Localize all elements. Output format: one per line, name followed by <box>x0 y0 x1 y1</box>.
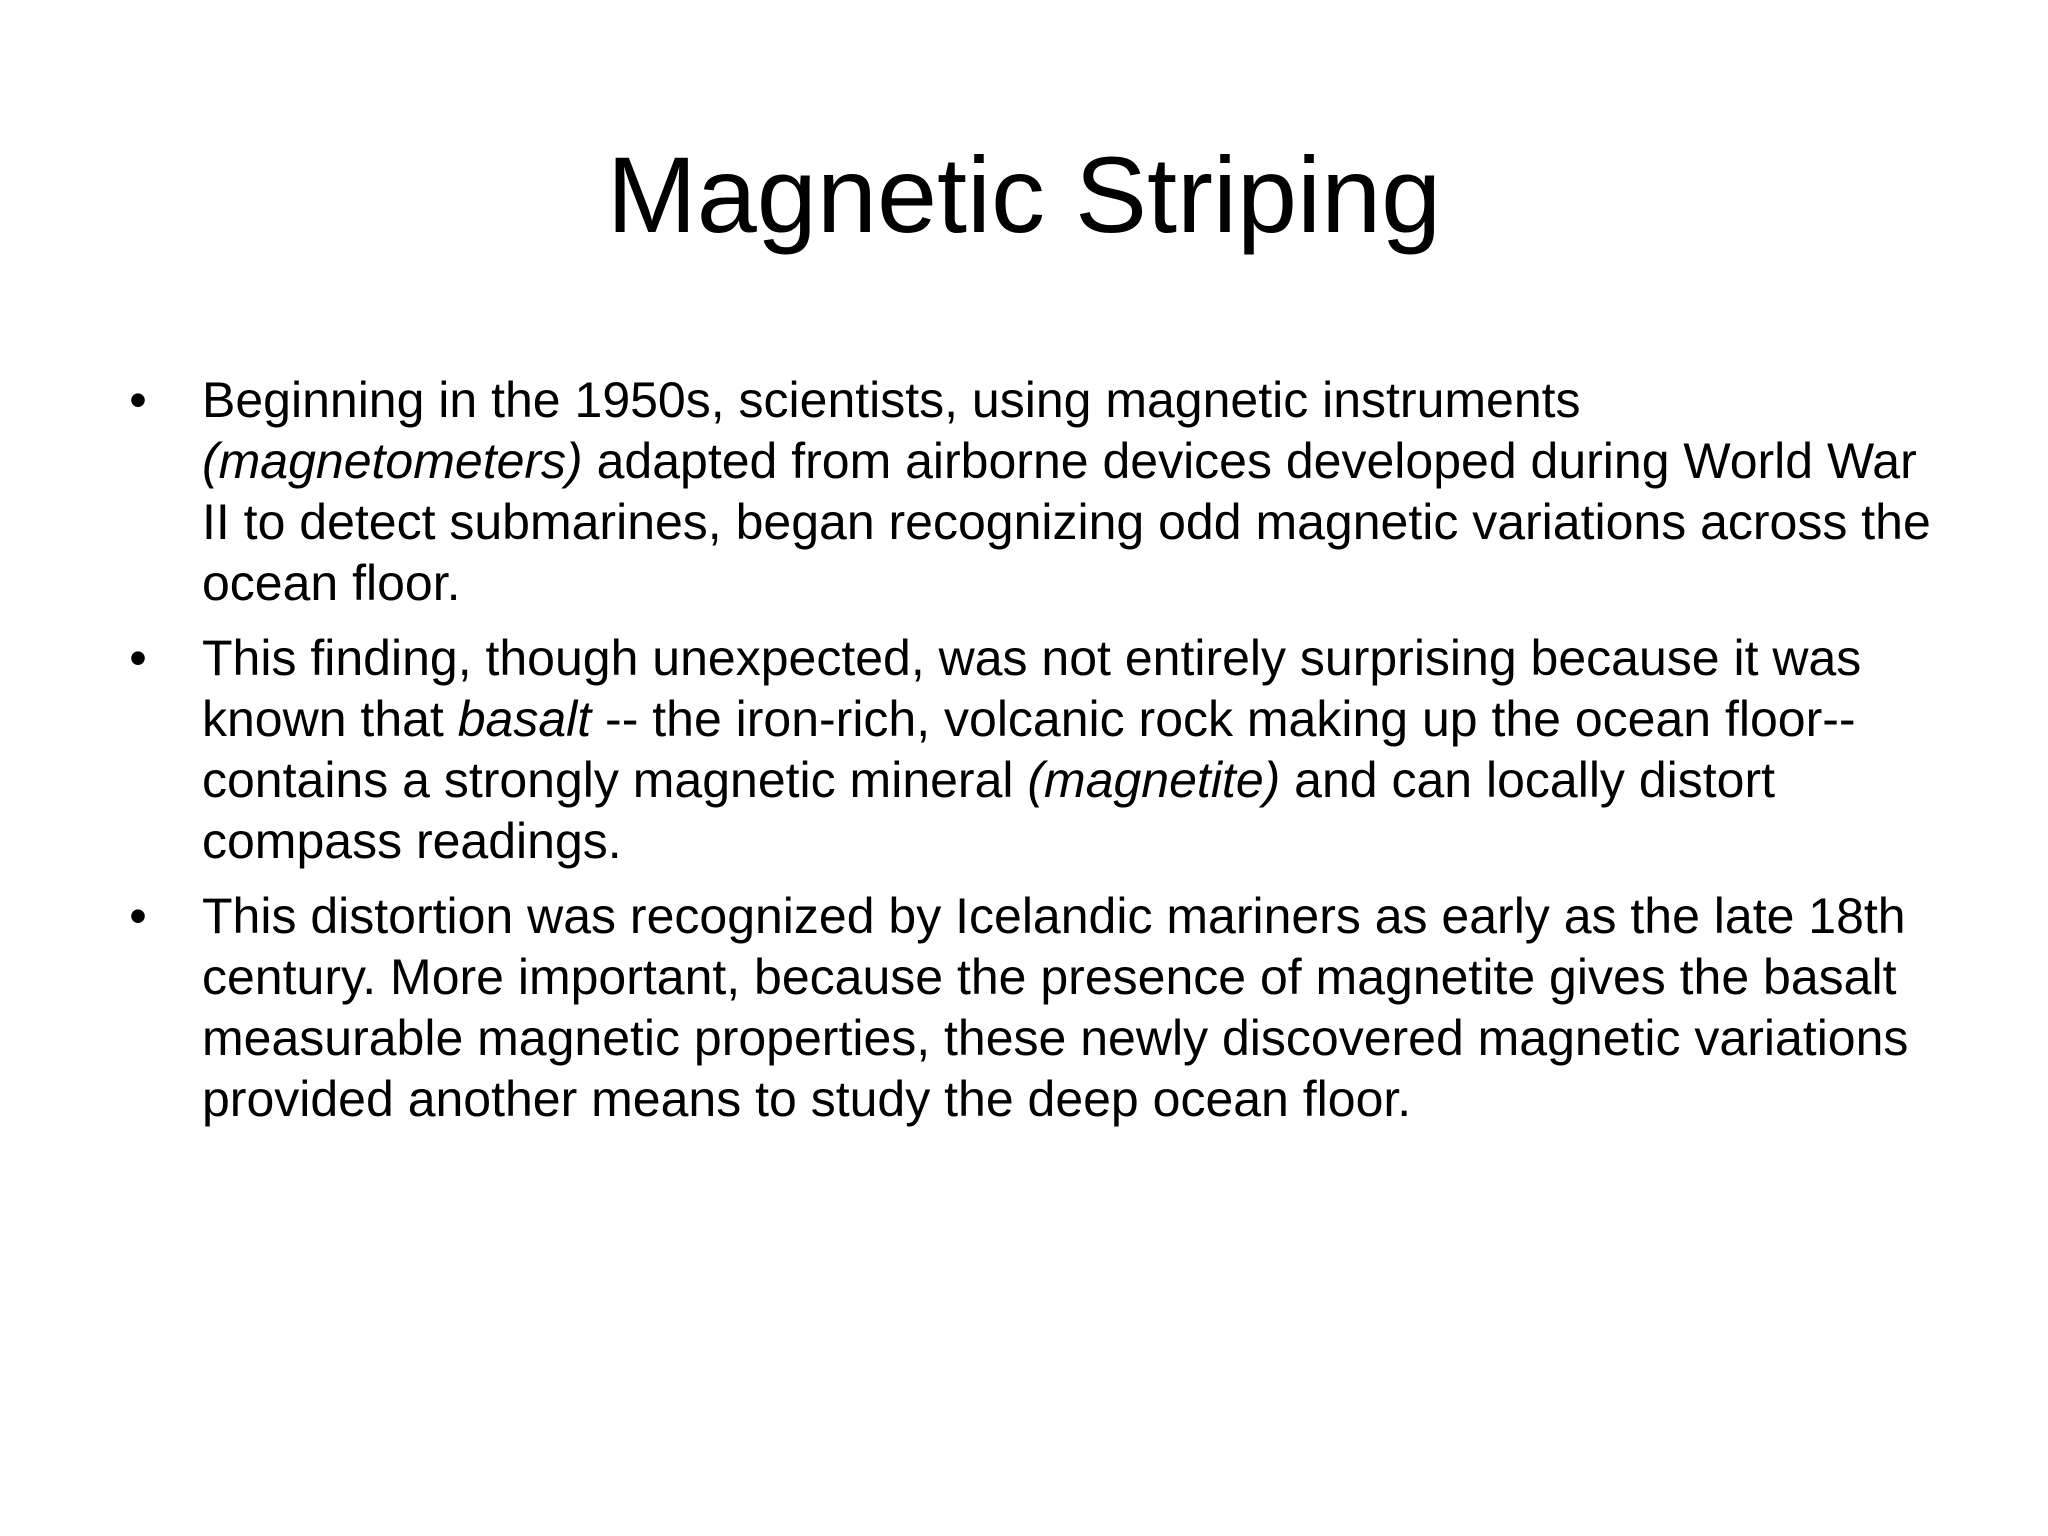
text-run: -- the iron-rich, volcanic rock making up the ocean floor-- contains a strongly magnetic mineral <box>202 691 1856 808</box>
bullet-text <box>202 630 1861 869</box>
text-run-italic: (magnetometers) <box>202 433 583 489</box>
slide-title: Magnetic Striping <box>606 134 1442 255</box>
bullet-icon: • <box>129 630 147 686</box>
text-run: Beginning in the 1950s, scientists, using magnetic instruments <box>202 372 1581 428</box>
text-run: and can locally distort compass readings. <box>202 752 1775 869</box>
bullet-item <box>118 370 1938 614</box>
text-run: This distortion was recognized by Icelandic mariners as early as the late 18th century. More important, because the presence of magnetite gives the basalt measurable magnetic properties, these newly discovered magnetic variations provided another means to study the deep ocean floor. <box>202 888 1909 1127</box>
bullet-list <box>118 370 1938 1144</box>
bullet-item <box>118 886 1938 1130</box>
text-run-italic: (magnetite) <box>1027 752 1281 808</box>
bullet-text <box>202 888 1908 1127</box>
text-run-italic: basalt <box>457 691 592 747</box>
text-run: This finding, though unexpected, was not entirely surprising because it was known that <box>202 630 1862 747</box>
text-run: adapted from airborne devices developed during World War II to detect submarines, began recognizing odd magnetic variations across the ocean floor. <box>202 433 1931 611</box>
bullet-text <box>202 372 1931 611</box>
bullet-item <box>118 628 1938 872</box>
bullet-icon: • <box>129 888 147 944</box>
bullet-icon: • <box>129 372 147 428</box>
